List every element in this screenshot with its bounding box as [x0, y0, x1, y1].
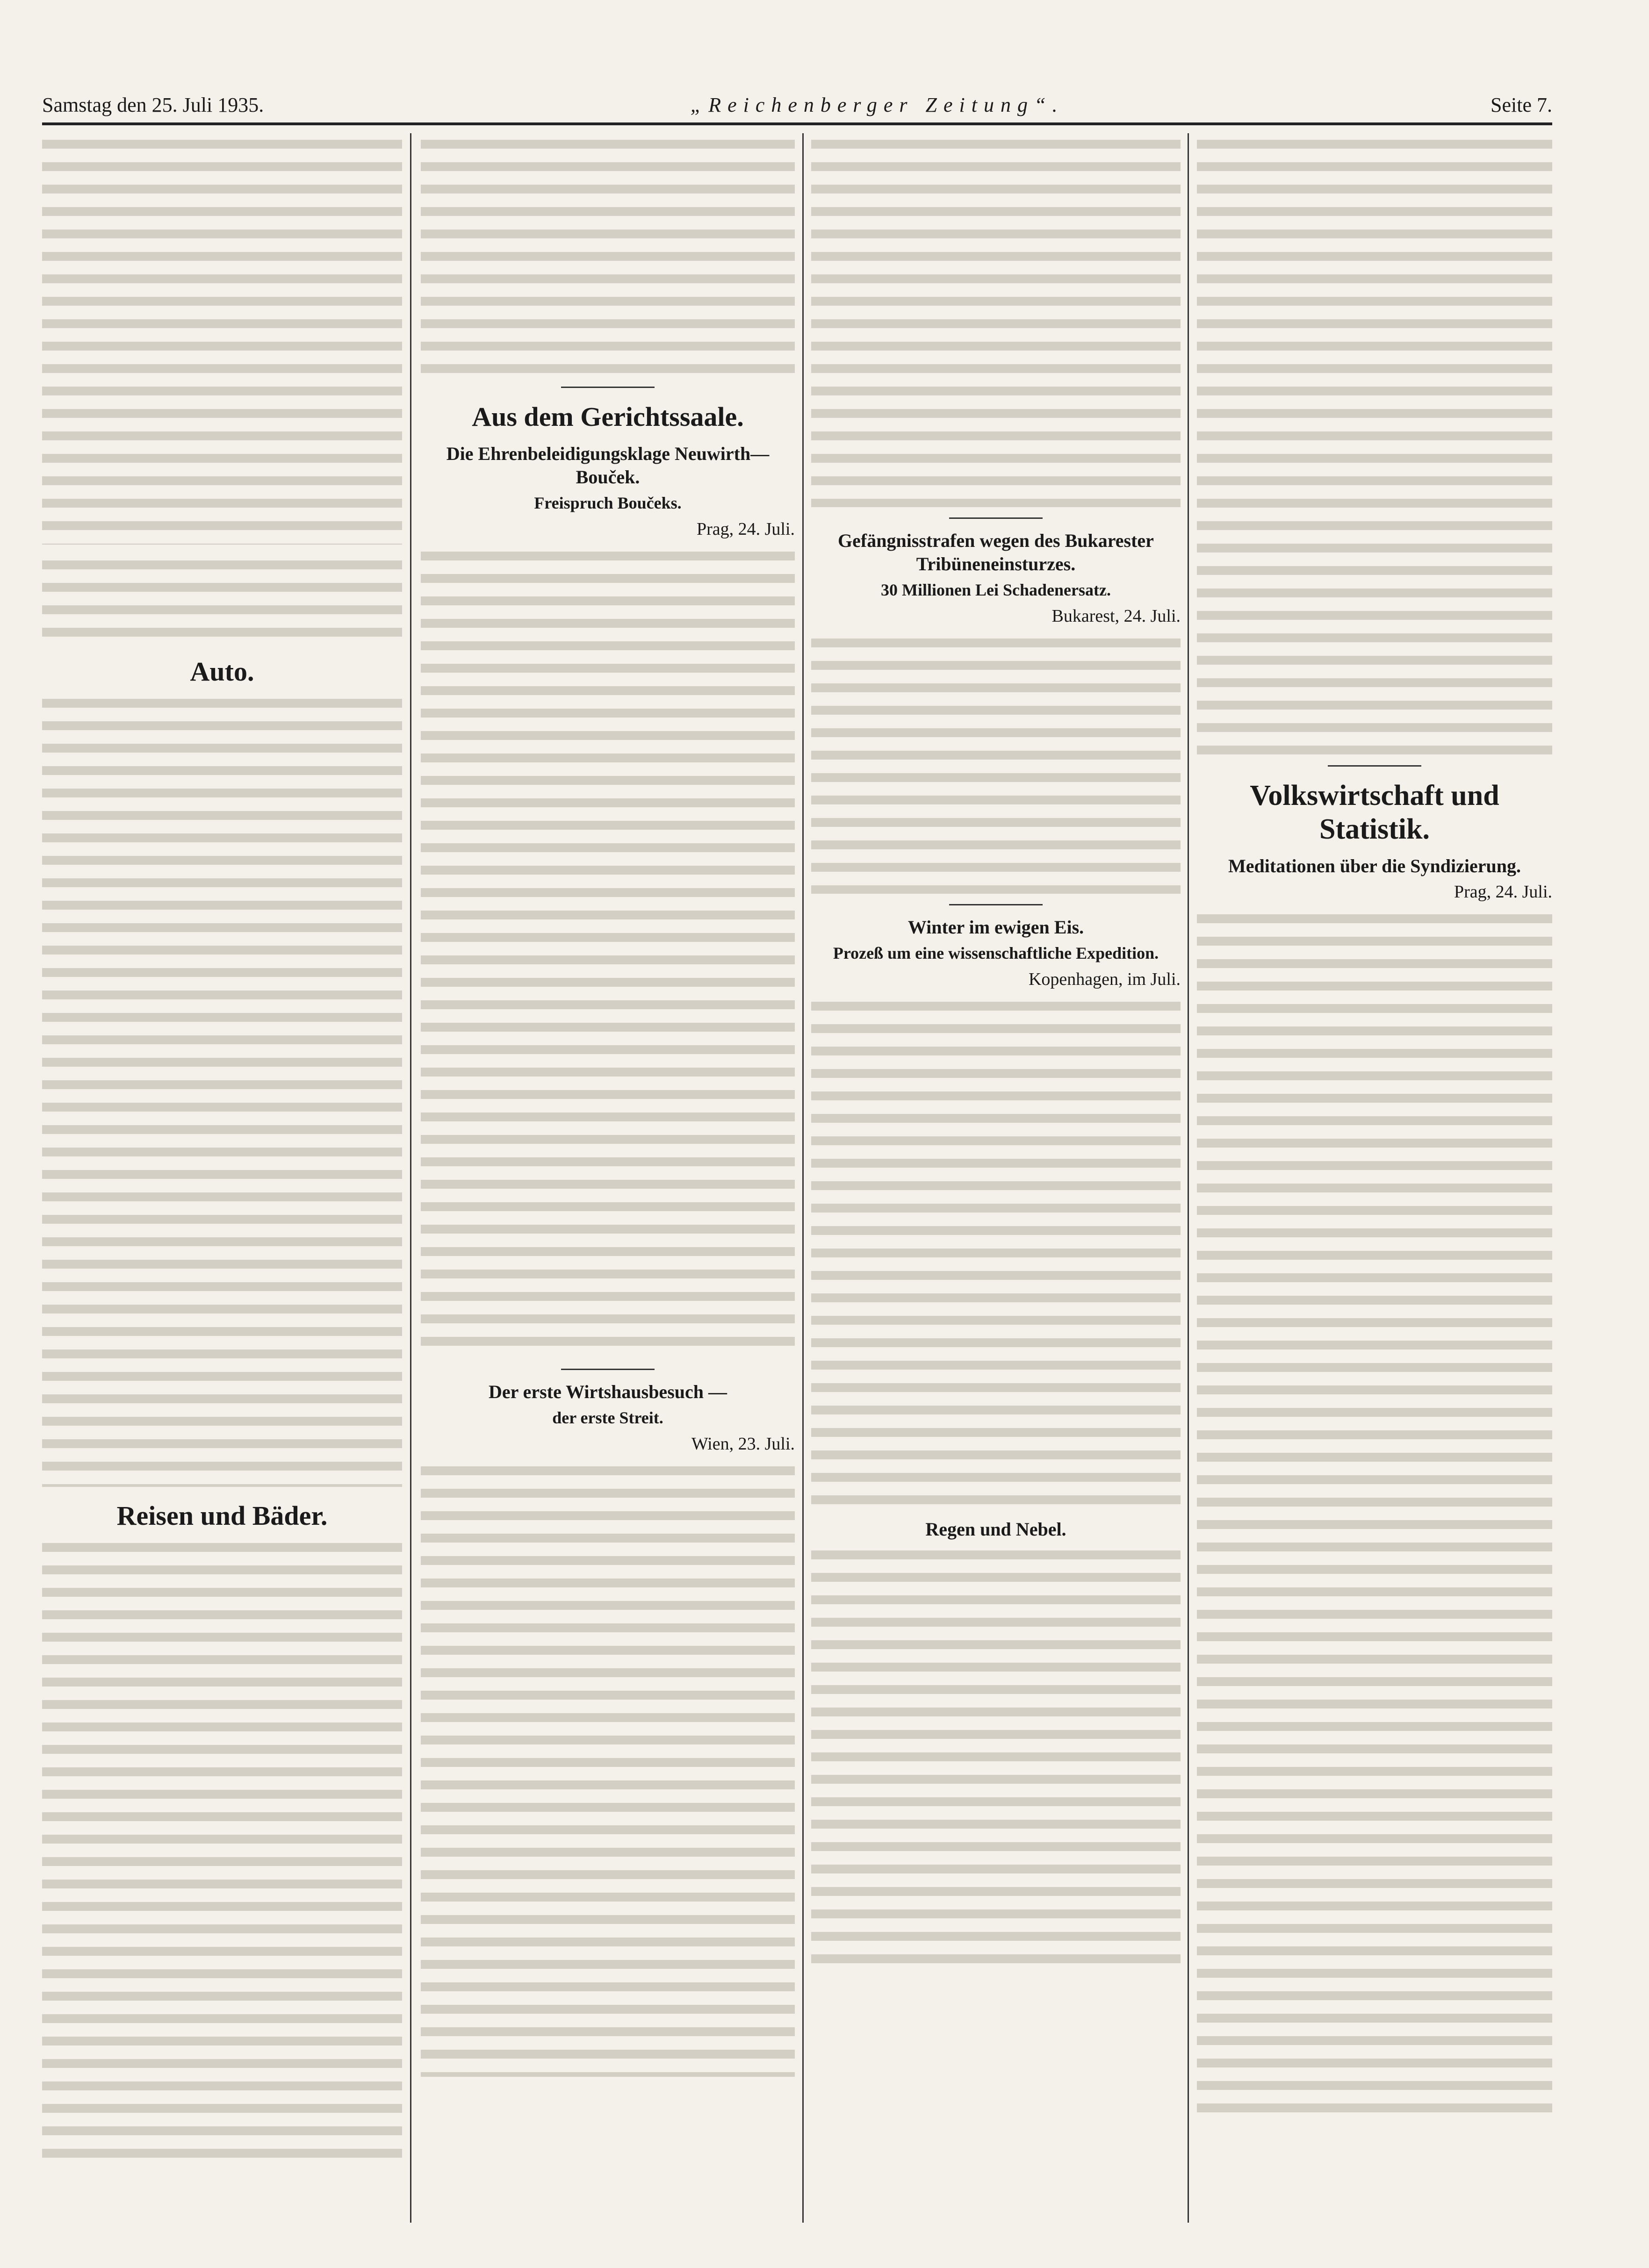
- article-title: Der erste Wirtshausbesuch —: [489, 1381, 727, 1402]
- dateline: Wien, 23. Juli.: [691, 1434, 795, 1454]
- page-number: Seite 7.: [1491, 93, 1552, 116]
- column-1: [42, 133, 402, 2223]
- article-title: Die Ehrenbeleidigungsklage Neuwirth—Bouček.: [446, 443, 770, 488]
- separator: [949, 904, 1043, 905]
- article-text: [811, 1544, 1181, 1965]
- article-text: [811, 995, 1181, 1509]
- column-4: [1197, 133, 1552, 2223]
- article-title: Meditationen über die Syndizierung.: [1228, 855, 1521, 876]
- dateline: Prag, 24. Juli.: [1454, 882, 1552, 902]
- section-auto: Auto.: [190, 656, 254, 687]
- page-header: [42, 79, 1552, 117]
- article-title: Regen und Nebel.: [925, 1519, 1066, 1540]
- article-title: Winter im ewigen Eis.: [907, 917, 1084, 938]
- article-text: [1197, 908, 1552, 2123]
- article-subtitle: Freispruch Boučeks.: [534, 494, 682, 512]
- column-rule: [802, 133, 804, 2223]
- dateline: Bukarest, 24. Juli.: [1051, 606, 1181, 626]
- article-title: Gefängnisstrafen wegen des Bukarester Tribüneneinsturzes.: [838, 530, 1154, 574]
- dateline: Kopenhagen, im Juli.: [1028, 969, 1181, 989]
- section-court: Aus dem Gerichtssaale.: [472, 402, 744, 432]
- column-rule: [410, 133, 411, 2223]
- separator: [561, 387, 655, 388]
- dateline: Prag, 24. Juli.: [696, 519, 795, 539]
- column-rule: [1188, 133, 1189, 2223]
- column-3-top-text: [811, 133, 1181, 507]
- article-text: [421, 545, 795, 1358]
- separator: [949, 517, 1043, 519]
- separator: [561, 1369, 655, 1370]
- section-economy: Volkswirtschaft und Statistik.: [1250, 780, 1499, 845]
- section-travel: Reisen und Bäder.: [116, 1500, 328, 1531]
- article-text: [811, 632, 1181, 894]
- article-subtitle: Prozeß um eine wissenschaftliche Expedition.: [833, 944, 1159, 962]
- header-rule: [42, 122, 1552, 125]
- column-3: [811, 133, 1181, 2223]
- article-subtitle: der erste Streit.: [552, 1408, 663, 1427]
- auto-news-text: [42, 692, 402, 1487]
- travel-ads-text: [42, 1536, 402, 2168]
- newspaper-title: „Reichenberger Zeitung“.: [690, 93, 1064, 116]
- column-2-top-text: [421, 133, 795, 376]
- chess-report-text: [42, 133, 402, 545]
- column-4-top-text: [1197, 133, 1552, 755]
- chess-note-text: [42, 554, 402, 643]
- column-2: [421, 133, 795, 2223]
- article-subtitle: 30 Millionen Lei Schadenersatz.: [881, 581, 1111, 599]
- separator: [1328, 765, 1421, 767]
- article-text: [421, 1460, 795, 2077]
- issue-date: Samstag den 25. Juli 1935.: [42, 93, 264, 116]
